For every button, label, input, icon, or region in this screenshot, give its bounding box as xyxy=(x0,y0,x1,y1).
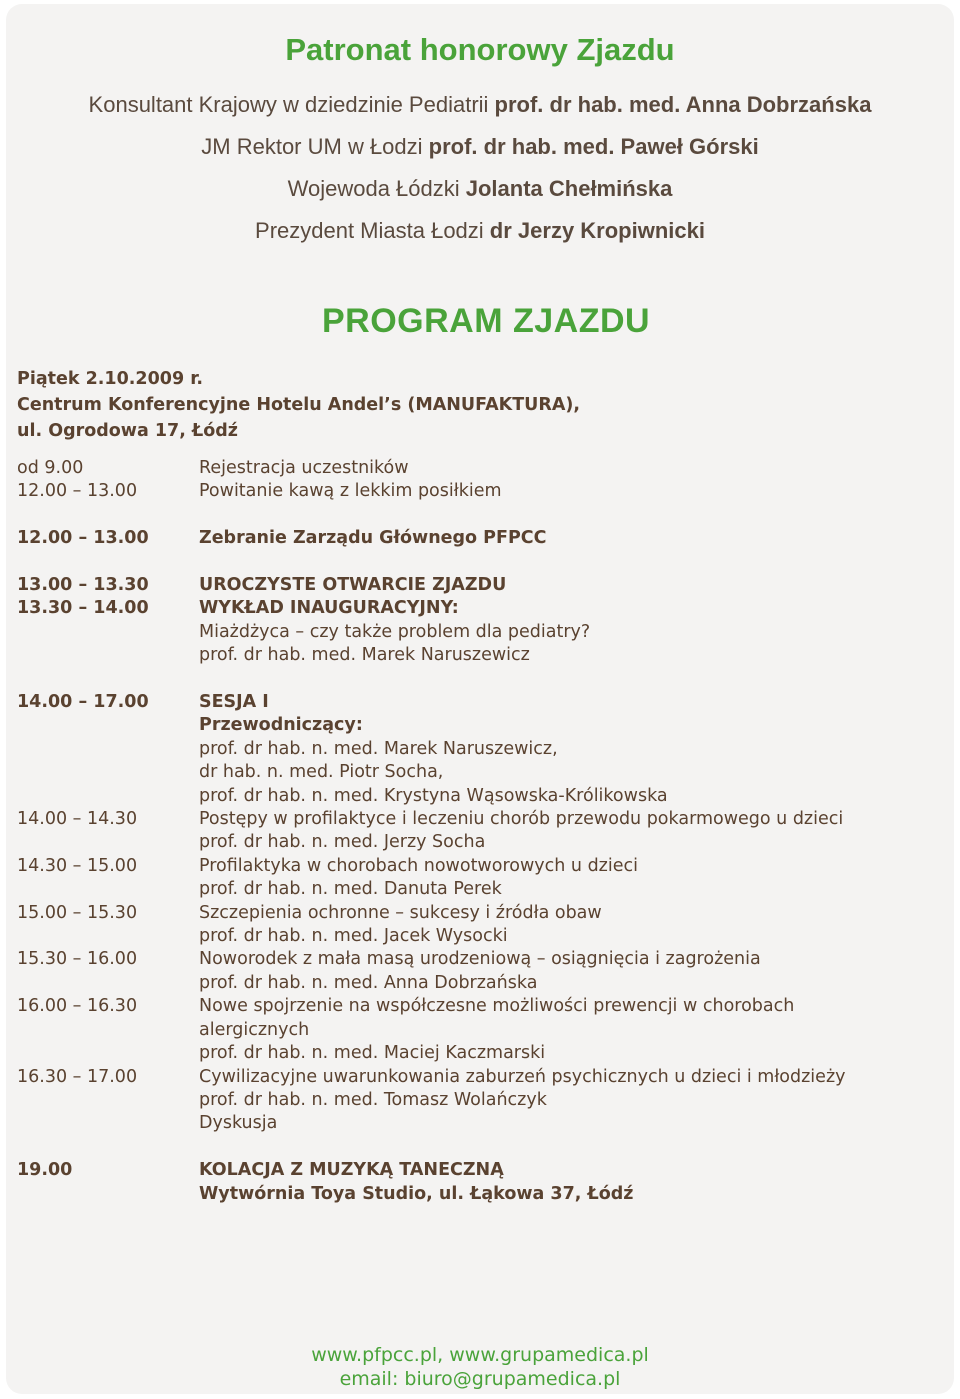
lecture-title: Miażdżyca – czy także problem dla pediatry? xyxy=(199,621,591,642)
program-venue: Centrum Konferencyjne Hotelu Andel’s (MANUFAKTURA), xyxy=(17,395,581,415)
schedule-row xyxy=(17,808,947,831)
program-address: ul. Ogrodowa 17, Łódź xyxy=(17,421,238,441)
speaker: prof. dr hab. n. med. Danuta Perek xyxy=(199,879,502,900)
schedule-row xyxy=(17,691,947,714)
event: SESJA I xyxy=(199,692,269,713)
patron-line-3 xyxy=(0,176,960,202)
schedule-row xyxy=(17,1066,947,1089)
schedule-detail xyxy=(17,1042,947,1065)
schedule xyxy=(17,457,947,1206)
patron-role: Wojewoda Łódzki xyxy=(287,176,466,201)
schedule-row xyxy=(17,527,947,550)
schedule-row xyxy=(17,1159,947,1182)
schedule-detail xyxy=(17,878,947,901)
schedule-detail xyxy=(17,621,947,644)
event: Postępy w profilaktyce i leczeniu chorób przewodu pokarmowego u dzieci xyxy=(199,809,844,830)
time: 13.00 – 13.30 xyxy=(17,575,149,595)
speaker: prof. dr hab. n. med. Anna Dobrzańska xyxy=(199,972,538,993)
schedule-detail xyxy=(17,738,947,761)
time: 14.00 – 17.00 xyxy=(17,692,149,713)
event: Profilaktyka w chorobach nowotworowych u dzieci xyxy=(199,855,638,876)
time: 15.30 – 16.00 xyxy=(17,949,138,970)
time: 12.00 – 13.00 xyxy=(17,481,138,502)
chair: dr hab. n. med. Piotr Socha, xyxy=(199,762,444,783)
schedule-row xyxy=(17,995,947,1018)
program-date: Piątek 2.10.2009 r. xyxy=(17,369,204,389)
location: Wytwórnia Toya Studio, ul. Łąkowa 37, Łódź xyxy=(199,1183,634,1204)
chair: prof. dr hab. n. med. Krystyna Wąsowska-Królikowska xyxy=(199,785,668,806)
schedule-detail xyxy=(17,1112,947,1135)
time: 14.00 – 14.30 xyxy=(17,809,138,830)
event: Powitanie kawą z lekkim posiłkiem xyxy=(199,481,502,502)
schedule-detail xyxy=(17,785,947,808)
schedule-detail xyxy=(17,925,947,948)
time: od 9.00 xyxy=(17,458,84,478)
schedule-row xyxy=(17,855,947,878)
schedule-row xyxy=(17,902,947,925)
patron-name: prof. dr hab. med. Anna Dobrzańska xyxy=(494,92,872,117)
time: 12.00 – 13.00 xyxy=(17,528,149,549)
time: 19.00 xyxy=(17,1160,73,1181)
patron-line-4 xyxy=(0,218,960,244)
time: 13.30 – 14.00 xyxy=(17,598,149,619)
schedule-detail xyxy=(17,972,947,995)
event: Cywilizacyjne uwarunkowania zaburzeń psychicznych u dzieci i młodzieży xyxy=(199,1066,846,1087)
program-title: PROGRAM ZJAZDU xyxy=(322,302,651,340)
venue-block xyxy=(17,366,737,444)
event-continued: alergicznych xyxy=(199,1019,310,1040)
speaker: prof. dr hab. n. med. Jerzy Socha xyxy=(199,832,486,853)
schedule-detail xyxy=(17,644,947,667)
footer-email: email: biuro@grupamedica.pl xyxy=(339,1368,621,1390)
schedule-detail xyxy=(17,761,947,784)
schedule-row xyxy=(17,457,947,480)
event: Nowe spojrzenie na współczesne możliwości prewencji w chorobach xyxy=(199,996,795,1017)
schedule-detail xyxy=(17,831,947,854)
event: Rejestracja uczestników xyxy=(199,458,409,478)
chairs-label: Przewodniczący: xyxy=(199,715,363,736)
time: 16.30 – 17.00 xyxy=(17,1066,138,1087)
schedule-row xyxy=(17,480,947,503)
patron-name: Jolanta Chełmińska xyxy=(465,176,673,201)
schedule-row xyxy=(17,948,947,971)
time: 15.00 – 15.30 xyxy=(17,902,138,923)
time: 16.00 – 16.30 xyxy=(17,996,138,1017)
speaker: prof. dr hab. n. med. Tomasz Wolańczyk xyxy=(199,1089,547,1110)
footer-websites: www.pfpcc.pl, www.grupamedica.pl xyxy=(311,1344,649,1366)
patron-role: Konsultant Krajowy w dziedzinie Pediatrii xyxy=(88,92,495,117)
patron-line-2 xyxy=(0,134,960,160)
schedule-detail xyxy=(17,714,947,737)
speaker: prof. dr hab. med. Marek Naruszewicz xyxy=(199,645,530,666)
patronage-title: Patronat honorowy Zjazdu xyxy=(285,32,675,67)
schedule-detail xyxy=(17,1019,947,1042)
schedule-row xyxy=(17,574,947,597)
discussion: Dyskusja xyxy=(199,1113,278,1134)
speaker: prof. dr hab. n. med. Jacek Wysocki xyxy=(199,926,508,947)
time: 14.30 – 15.00 xyxy=(17,855,138,876)
event: UROCZYSTE OTWARCIE ZJAZDU xyxy=(199,575,507,595)
schedule-detail xyxy=(17,1089,947,1112)
event: Noworodek z mała masą urodzeniową – osiągnięcia i zagrożenia xyxy=(199,949,761,970)
event: Zebranie Zarządu Głównego PFPCC xyxy=(199,528,547,549)
patron-role: JM Rektor UM w Łodzi xyxy=(201,134,429,159)
patron-role: Prezydent Miasta Łodzi xyxy=(255,218,490,243)
schedule-row xyxy=(17,597,947,620)
patron-name: prof. dr hab. med. Paweł Górski xyxy=(428,134,759,159)
patron-line-1 xyxy=(0,92,960,118)
schedule-detail xyxy=(17,1183,947,1206)
chair: prof. dr hab. n. med. Marek Naruszewicz, xyxy=(199,738,558,759)
speaker: prof. dr hab. n. med. Maciej Kaczmarski xyxy=(199,1043,546,1064)
event: Szczepienia ochronne – sukcesy i źródła obaw xyxy=(199,902,602,923)
event: KOLACJA Z MUZYKĄ TANECZNĄ xyxy=(199,1160,504,1181)
patron-name: dr Jerzy Kropiwnicki xyxy=(489,218,705,243)
event: WYKŁAD INAUGURACYJNY: xyxy=(199,598,459,619)
